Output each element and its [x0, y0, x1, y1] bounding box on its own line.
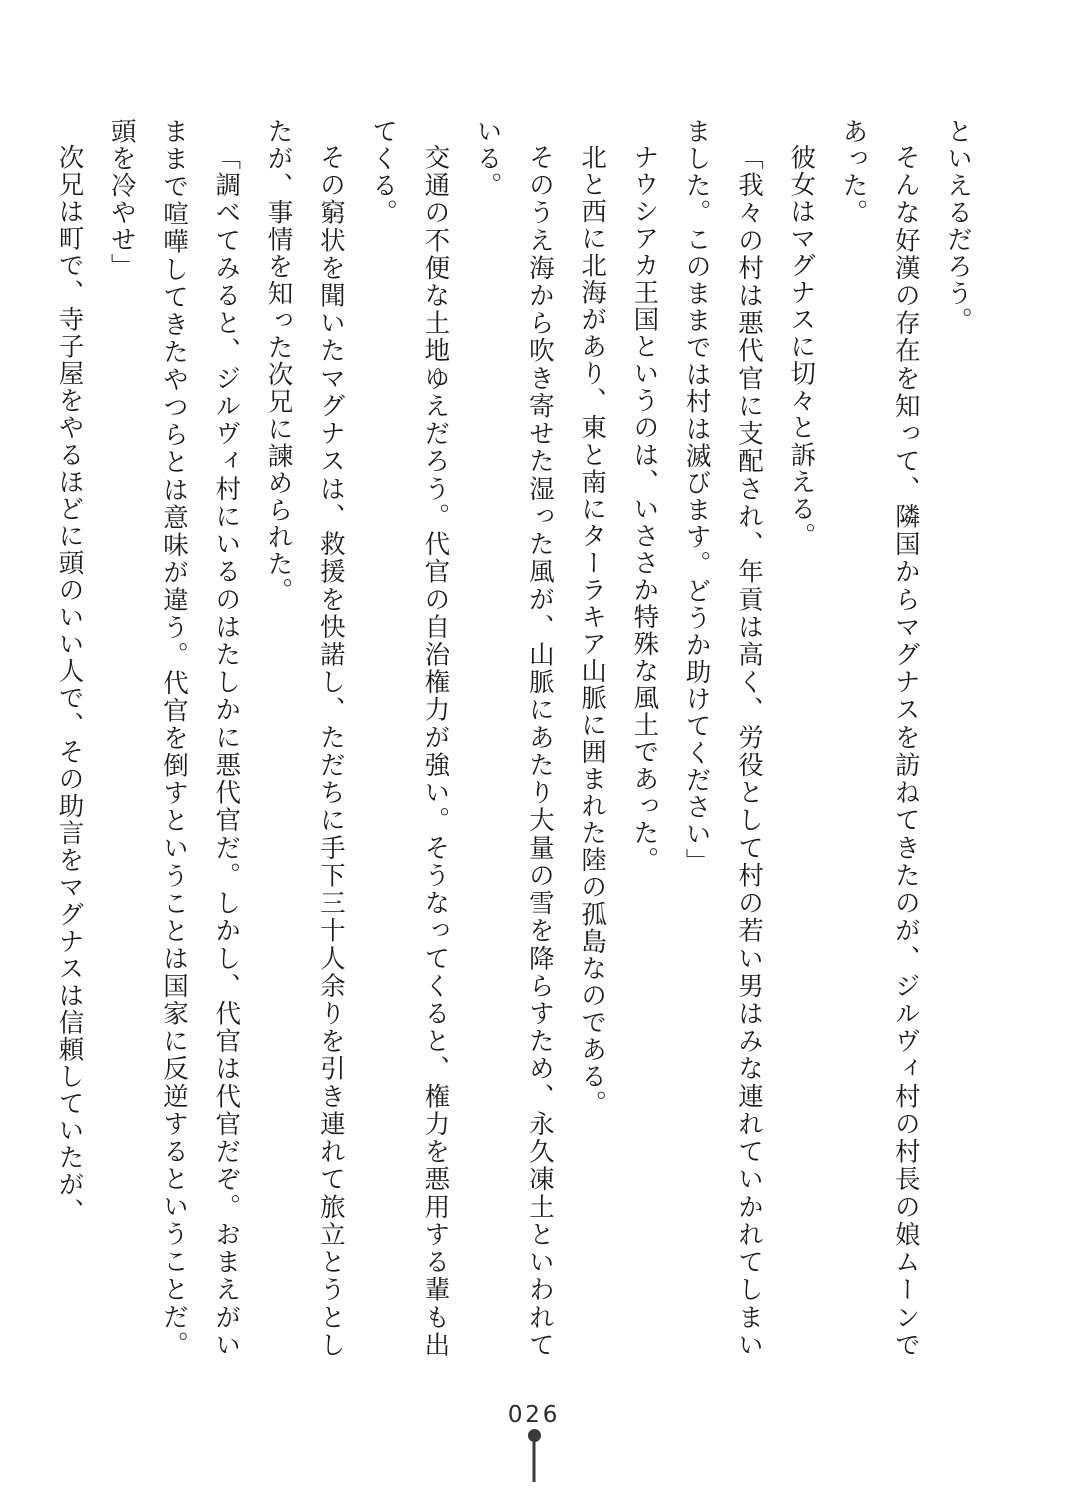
page-number: 026 — [507, 1402, 561, 1428]
paragraph: 彼女はマグナスに切々と訴える。 — [786, 143, 817, 549]
paragraph: そのうえ海から吹き寄せた湿った風が、山脈にあたり大量の雪を降らすため、永久凍土といわれている。 — [472, 118, 555, 1358]
paragraph: その窮状を聞いたマグナスは、救援を快諾し、ただちに手下三十人余りを引き連れて旅立とうとしたが、事情を知った次兄に諫められた。 — [263, 118, 346, 1358]
paragraph: 北と西に北海があり、東と南にターラキア山脈に囲まれた陸の孤島なのである。 — [577, 143, 608, 1117]
paragraph: 次兄は町で、寺子屋をやるほどに頭のいい人で、その助言をマグナスは信頼していたが、 — [54, 143, 85, 1225]
paragraph: そんな好漢の存在を知って、隣国からマグナスを訪ねてきたのが、ジルヴィ村の村長の娘ムーンであった。 — [838, 118, 921, 1358]
paragraph: ナウシアカ王国というのは、いささか特殊な風土であった。 — [629, 143, 660, 874]
paragraph: 交通の不便な土地ゆえだろう。代官の自治権力が強い。そうなってくると、権力を悪用する輩も出てくる。 — [368, 118, 451, 1358]
vertical-text-body — [54, 118, 984, 1358]
paragraph: 「調べてみると、ジルヴィ村にいるのはたしかに悪代官だ。しかし、代官は代官だぞ。おまえがいままで喧嘩してきたやつらとは意味が違う。代官を倒すということは国家に反逆するということだ。頭を冷やせ」 — [106, 118, 242, 1358]
folio-ornament-icon — [533, 1438, 536, 1482]
paragraph: といえるだろう。 — [943, 118, 973, 335]
paragraph: 「我々の村は悪代官に支配され、年貢は高く、労役として村の若い男はみな連れていかれてしまいました。このままでは村は滅びます。どうか助けてください」 — [681, 118, 764, 1358]
